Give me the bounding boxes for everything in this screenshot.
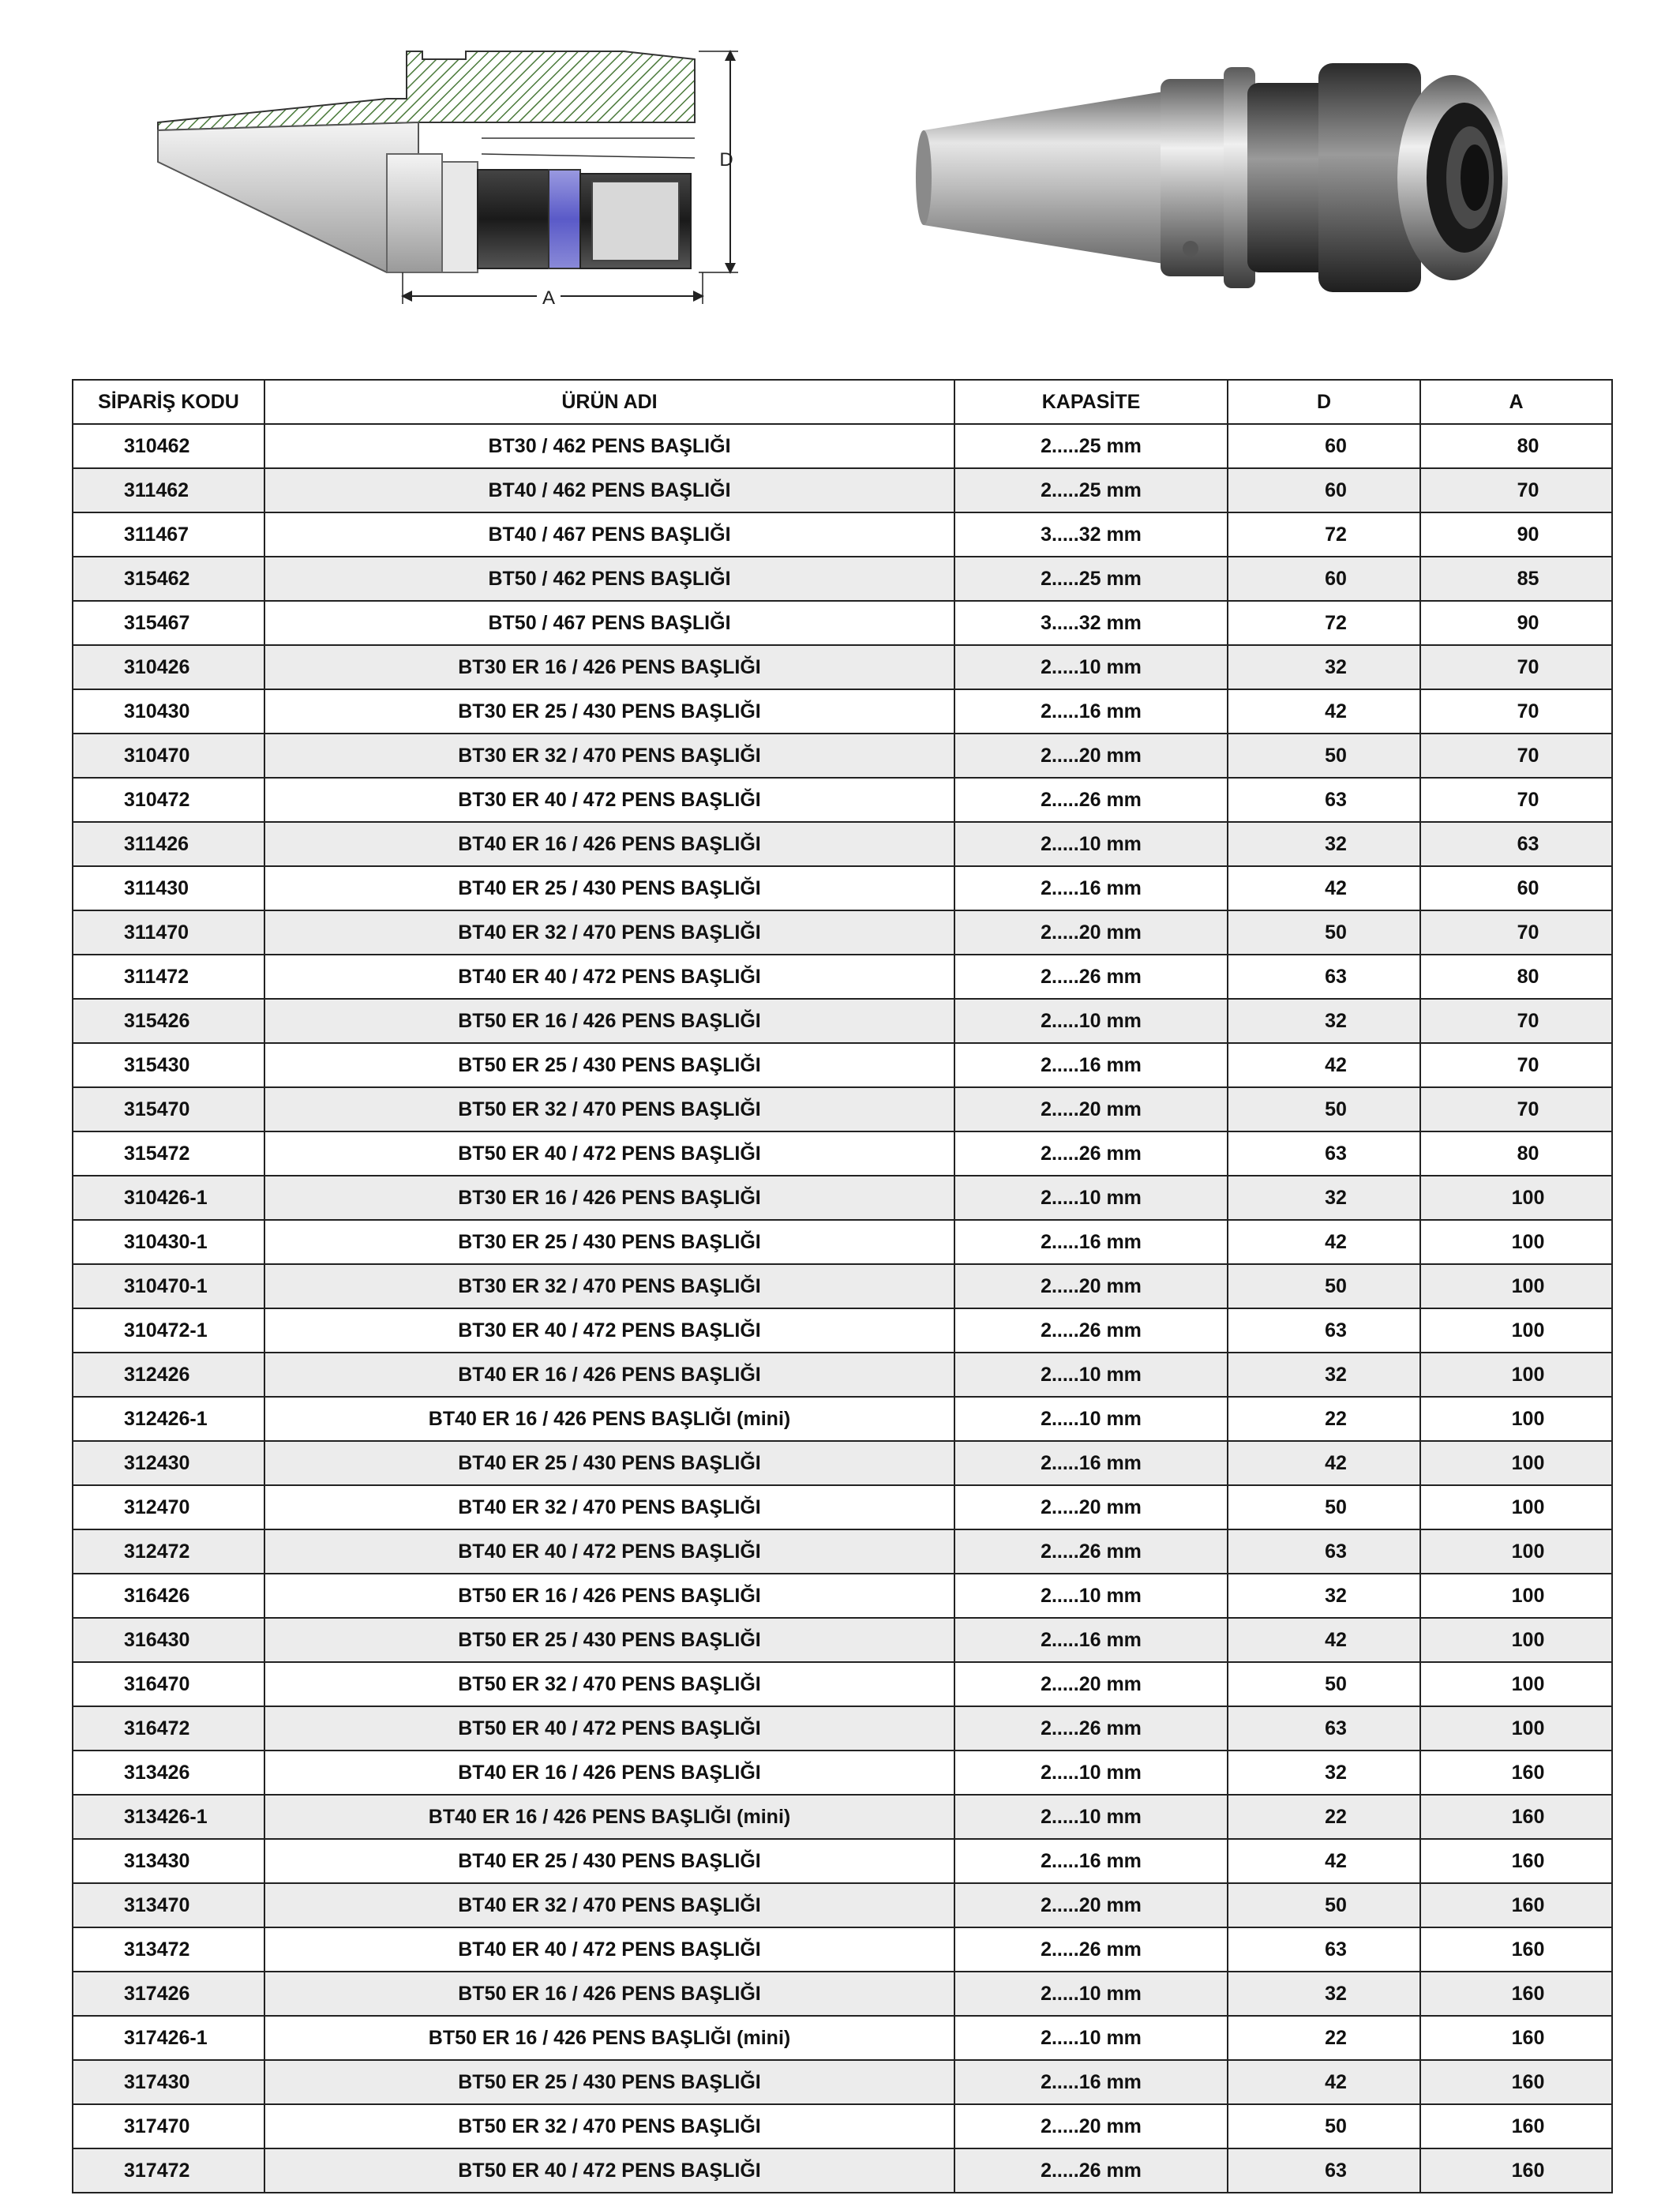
product-name-cell: BT30 ER 16 / 426 PENS BAŞLIĞI (264, 1176, 954, 1220)
table-row (73, 955, 1612, 999)
product-name-cell: BT30 ER 32 / 470 PENS BAŞLIĞI (264, 1264, 954, 1308)
a-cell: 160 (1420, 2148, 1612, 2193)
table-row (73, 734, 1612, 778)
product-table-container (72, 379, 1611, 2193)
header-product-name: ÜRÜN ADI (264, 380, 954, 424)
table-row (73, 1751, 1612, 1795)
product-name-cell: BT30 ER 40 / 472 PENS BAŞLIĞI (264, 1308, 954, 1353)
table-row (73, 557, 1612, 601)
a-cell: 70 (1420, 468, 1612, 512)
d-cell: 42 (1228, 1043, 1420, 1087)
a-cell: 70 (1420, 645, 1612, 689)
product-name-cell: BT50 ER 25 / 430 PENS BAŞLIĞI (264, 1618, 954, 1662)
nut-shape (478, 170, 549, 268)
capacity-cell: 2.....10 mm (954, 1176, 1228, 1220)
d-cell: 60 (1228, 424, 1420, 468)
d-cell: 32 (1228, 1574, 1420, 1618)
a-cell: 70 (1420, 1043, 1612, 1087)
a-cell: 85 (1420, 557, 1612, 601)
table-row (73, 424, 1612, 468)
capacity-cell: 3.....32 mm (954, 601, 1228, 645)
tool-holder-photo (908, 47, 1524, 308)
d-cell: 32 (1228, 1972, 1420, 2016)
table-row (73, 866, 1612, 910)
capacity-cell: 2.....25 mm (954, 557, 1228, 601)
table-row (73, 1131, 1612, 1176)
a-cell: 70 (1420, 778, 1612, 822)
product-name-cell: BT50 ER 40 / 472 PENS BAŞLIĞI (264, 2148, 954, 2193)
a-cell: 90 (1420, 512, 1612, 557)
order-code-cell: 317470 (73, 2104, 264, 2148)
d-cell: 50 (1228, 910, 1420, 955)
d-cell: 63 (1228, 1308, 1420, 1353)
table-row (73, 1441, 1612, 1485)
capacity-cell: 2.....20 mm (954, 1485, 1228, 1529)
a-cell: 70 (1420, 734, 1612, 778)
product-name-cell: BT50 ER 16 / 426 PENS BAŞLIĞI (264, 999, 954, 1043)
a-cell: 160 (1420, 1927, 1612, 1972)
dimension-a-label: A (542, 287, 556, 309)
product-name-cell: BT30 ER 25 / 430 PENS BAŞLIĞI (264, 689, 954, 734)
d-cell: 50 (1228, 2104, 1420, 2148)
order-code-cell: 313426 (73, 1751, 264, 1795)
capacity-cell: 2.....10 mm (954, 822, 1228, 866)
table-row (73, 1220, 1612, 1264)
d-cell: 60 (1228, 468, 1420, 512)
order-code-cell: 310462 (73, 424, 264, 468)
capacity-cell: 2.....10 mm (954, 1751, 1228, 1795)
header-d: D (1228, 380, 1420, 424)
product-name-cell: BT40 ER 40 / 472 PENS BAŞLIĞI (264, 1529, 954, 1574)
capacity-cell: 2.....20 mm (954, 2104, 1228, 2148)
dimension-d-label: D (719, 149, 733, 171)
a-cell: 63 (1420, 822, 1612, 866)
table-header-row (73, 380, 1612, 424)
capacity-cell: 3.....32 mm (954, 512, 1228, 557)
table-body (73, 424, 1612, 2193)
order-code-cell: 317472 (73, 2148, 264, 2193)
capacity-cell: 2.....20 mm (954, 1264, 1228, 1308)
capacity-cell: 2.....20 mm (954, 1087, 1228, 1131)
table-row (73, 2060, 1612, 2104)
product-name-cell: BT40 ER 16 / 426 PENS BAŞLIĞI (264, 1353, 954, 1397)
table-row (73, 2104, 1612, 2148)
product-name-cell: BT50 ER 32 / 470 PENS BAŞLIĞI (264, 1087, 954, 1131)
table-row (73, 1176, 1612, 1220)
order-code-cell: 311472 (73, 955, 264, 999)
d-cell: 50 (1228, 1883, 1420, 1927)
capacity-cell: 2.....26 mm (954, 1131, 1228, 1176)
a-cell: 100 (1420, 1706, 1612, 1751)
capacity-cell: 2.....25 mm (954, 468, 1228, 512)
product-name-cell: BT40 ER 32 / 470 PENS BAŞLIĞI (264, 1883, 954, 1927)
table-row (73, 1795, 1612, 1839)
product-name-cell: BT40 ER 16 / 426 PENS BAŞLIĞI (mini) (264, 1795, 954, 1839)
order-code-cell: 310426-1 (73, 1176, 264, 1220)
a-cell: 160 (1420, 1751, 1612, 1795)
order-code-cell: 316430 (73, 1618, 264, 1662)
order-code-cell: 315467 (73, 601, 264, 645)
table-row (73, 1927, 1612, 1972)
table-row (73, 2148, 1612, 2193)
d-cell: 32 (1228, 1751, 1420, 1795)
order-code-cell: 310430 (73, 689, 264, 734)
d-cell: 42 (1228, 1618, 1420, 1662)
order-code-cell: 312470 (73, 1485, 264, 1529)
d-cell: 63 (1228, 1927, 1420, 1972)
d-cell: 22 (1228, 1795, 1420, 1839)
capacity-cell: 2.....10 mm (954, 2016, 1228, 2060)
product-spec-table (72, 379, 1613, 2193)
d-cell: 50 (1228, 734, 1420, 778)
table-row (73, 1839, 1612, 1883)
d-cell: 63 (1228, 955, 1420, 999)
d-cell: 22 (1228, 2016, 1420, 2060)
table-row (73, 1397, 1612, 1441)
capacity-cell: 2.....16 mm (954, 1839, 1228, 1883)
product-name-cell: BT40 ER 16 / 426 PENS BAŞLIĞI (264, 822, 954, 866)
table-row (73, 1264, 1612, 1308)
order-code-cell: 312430 (73, 1441, 264, 1485)
a-cell: 80 (1420, 955, 1612, 999)
table-row (73, 910, 1612, 955)
order-code-cell: 310470 (73, 734, 264, 778)
d-cell: 42 (1228, 1839, 1420, 1883)
product-name-cell: BT50 ER 16 / 426 PENS BAŞLIĞI (264, 1972, 954, 2016)
d-cell: 63 (1228, 1131, 1420, 1176)
table-row (73, 778, 1612, 822)
d-cell: 50 (1228, 1264, 1420, 1308)
order-code-cell: 311470 (73, 910, 264, 955)
order-code-cell: 313470 (73, 1883, 264, 1927)
order-code-cell: 310426 (73, 645, 264, 689)
d-cell: 63 (1228, 1706, 1420, 1751)
table-row (73, 1618, 1612, 1662)
order-code-cell: 312472 (73, 1529, 264, 1574)
product-name-cell: BT30 ER 40 / 472 PENS BAŞLIĞI (264, 778, 954, 822)
a-cell: 80 (1420, 424, 1612, 468)
a-cell: 100 (1420, 1441, 1612, 1485)
capacity-cell: 2.....25 mm (954, 424, 1228, 468)
order-code-cell: 311430 (73, 866, 264, 910)
a-cell: 160 (1420, 1883, 1612, 1927)
order-code-cell: 310470-1 (73, 1264, 264, 1308)
order-code-cell: 310430-1 (73, 1220, 264, 1264)
a-cell: 160 (1420, 2104, 1612, 2148)
product-name-cell: BT40 ER 25 / 430 PENS BAŞLIĞI (264, 866, 954, 910)
order-code-cell: 310472 (73, 778, 264, 822)
capacity-cell: 2.....10 mm (954, 999, 1228, 1043)
a-cell: 70 (1420, 689, 1612, 734)
table-row (73, 1883, 1612, 1927)
capacity-cell: 2.....16 mm (954, 2060, 1228, 2104)
order-code-cell: 315470 (73, 1087, 264, 1131)
product-name-cell: BT50 ER 32 / 470 PENS BAŞLIĞI (264, 1662, 954, 1706)
d-cell: 50 (1228, 1087, 1420, 1131)
capacity-cell: 2.....10 mm (954, 1574, 1228, 1618)
a-cell: 60 (1420, 866, 1612, 910)
capacity-cell: 2.....26 mm (954, 1529, 1228, 1574)
table-row (73, 1662, 1612, 1706)
table-row (73, 1706, 1612, 1751)
d-cell: 42 (1228, 1220, 1420, 1264)
d-cell: 42 (1228, 2060, 1420, 2104)
order-code-cell: 315462 (73, 557, 264, 601)
a-cell: 100 (1420, 1353, 1612, 1397)
capacity-cell: 2.....16 mm (954, 689, 1228, 734)
header-capacity: KAPASİTE (954, 380, 1228, 424)
d-cell: 50 (1228, 1662, 1420, 1706)
capacity-cell: 2.....20 mm (954, 734, 1228, 778)
d-cell: 32 (1228, 1176, 1420, 1220)
order-code-cell: 317426 (73, 1972, 264, 2016)
cross-section-diagram (150, 43, 758, 320)
product-name-cell: BT40 ER 40 / 472 PENS BAŞLIĞI (264, 1927, 954, 1972)
a-cell: 160 (1420, 1839, 1612, 1883)
capacity-cell: 2.....16 mm (954, 1220, 1228, 1264)
product-name-cell: BT40 ER 40 / 472 PENS BAŞLIĞI (264, 955, 954, 999)
capacity-cell: 2.....26 mm (954, 1706, 1228, 1751)
a-cell: 100 (1420, 1220, 1612, 1264)
order-code-cell: 311467 (73, 512, 264, 557)
table-row (73, 1972, 1612, 2016)
a-cell: 100 (1420, 1308, 1612, 1353)
capacity-cell: 2.....10 mm (954, 1972, 1228, 2016)
table-row (73, 1353, 1612, 1397)
table-row (73, 1043, 1612, 1087)
order-code-cell: 315472 (73, 1131, 264, 1176)
capacity-cell: 2.....20 mm (954, 1662, 1228, 1706)
capacity-cell: 2.....26 mm (954, 1308, 1228, 1353)
capacity-cell: 2.....10 mm (954, 1353, 1228, 1397)
capacity-cell: 2.....10 mm (954, 1795, 1228, 1839)
d-cell: 32 (1228, 645, 1420, 689)
d-cell: 32 (1228, 999, 1420, 1043)
order-code-cell: 310472-1 (73, 1308, 264, 1353)
a-cell: 100 (1420, 1397, 1612, 1441)
table-row (73, 1529, 1612, 1574)
a-cell: 160 (1420, 1795, 1612, 1839)
capacity-cell: 2.....10 mm (954, 1397, 1228, 1441)
a-cell: 100 (1420, 1485, 1612, 1529)
product-figures (0, 0, 1680, 371)
d-cell: 63 (1228, 1529, 1420, 1574)
header-a: A (1420, 380, 1612, 424)
product-name-cell: BT40 ER 32 / 470 PENS BAŞLIĞI (264, 910, 954, 955)
table-row (73, 2016, 1612, 2060)
a-cell: 160 (1420, 2016, 1612, 2060)
product-name-cell: BT30 ER 25 / 430 PENS BAŞLIĞI (264, 1220, 954, 1264)
a-cell: 80 (1420, 1131, 1612, 1176)
a-cell: 100 (1420, 1574, 1612, 1618)
product-name-cell: BT50 ER 32 / 470 PENS BAŞLIĞI (264, 2104, 954, 2148)
capacity-cell: 2.....26 mm (954, 955, 1228, 999)
product-name-cell: BT30 ER 16 / 426 PENS BAŞLIĞI (264, 645, 954, 689)
order-code-cell: 315430 (73, 1043, 264, 1087)
capacity-cell: 2.....26 mm (954, 778, 1228, 822)
product-name-cell: BT50 ER 40 / 472 PENS BAŞLIĞI (264, 1706, 954, 1751)
capacity-cell: 2.....10 mm (954, 645, 1228, 689)
product-name-cell: BT40 ER 32 / 470 PENS BAŞLIĞI (264, 1485, 954, 1529)
d-cell: 72 (1228, 601, 1420, 645)
product-name-cell: BT50 ER 25 / 430 PENS BAŞLIĞI (264, 1043, 954, 1087)
product-name-cell: BT50 ER 40 / 472 PENS BAŞLIĞI (264, 1131, 954, 1176)
d-cell: 63 (1228, 2148, 1420, 2193)
a-cell: 160 (1420, 2060, 1612, 2104)
table-row (73, 1308, 1612, 1353)
table-row (73, 999, 1612, 1043)
product-name-cell: BT50 ER 16 / 426 PENS BAŞLIĞI (mini) (264, 2016, 954, 2060)
order-code-cell: 313472 (73, 1927, 264, 1972)
table-row (73, 1087, 1612, 1131)
a-cell: 100 (1420, 1264, 1612, 1308)
order-code-cell: 317426-1 (73, 2016, 264, 2060)
d-cell: 32 (1228, 822, 1420, 866)
order-code-cell: 316472 (73, 1706, 264, 1751)
capacity-cell: 2.....26 mm (954, 2148, 1228, 2193)
taper-shape (918, 91, 1169, 265)
table-row (73, 601, 1612, 645)
capacity-cell: 2.....16 mm (954, 1441, 1228, 1485)
order-code-cell: 312426-1 (73, 1397, 264, 1441)
product-name-cell: BT40 / 462 PENS BAŞLIĞI (264, 468, 954, 512)
product-name-cell: BT50 / 467 PENS BAŞLIĞI (264, 601, 954, 645)
d-cell: 42 (1228, 866, 1420, 910)
product-name-cell: BT40 / 467 PENS BAŞLIĞI (264, 512, 954, 557)
a-cell: 160 (1420, 1972, 1612, 2016)
table-row (73, 512, 1612, 557)
product-name-cell: BT50 ER 16 / 426 PENS BAŞLIĞI (264, 1574, 954, 1618)
a-cell: 90 (1420, 601, 1612, 645)
a-cell: 70 (1420, 999, 1612, 1043)
product-name-cell: BT50 / 462 PENS BAŞLIĞI (264, 557, 954, 601)
order-code-cell: 313430 (73, 1839, 264, 1883)
order-code-cell: 316470 (73, 1662, 264, 1706)
product-name-cell: BT40 ER 25 / 430 PENS BAŞLIĞI (264, 1839, 954, 1883)
blue-ring-shape (549, 170, 580, 268)
capacity-cell: 2.....16 mm (954, 866, 1228, 910)
product-name-cell: BT30 / 462 PENS BAŞLIĞI (264, 424, 954, 468)
order-code-cell: 315426 (73, 999, 264, 1043)
d-cell: 50 (1228, 1485, 1420, 1529)
order-code-cell: 313426-1 (73, 1795, 264, 1839)
order-code-cell: 311426 (73, 822, 264, 866)
table-row (73, 822, 1612, 866)
capacity-cell: 2.....16 mm (954, 1043, 1228, 1087)
a-cell: 70 (1420, 1087, 1612, 1131)
hatched-section-shape (158, 51, 695, 130)
product-name-cell: BT50 ER 25 / 430 PENS BAŞLIĞI (264, 2060, 954, 2104)
a-cell: 100 (1420, 1176, 1612, 1220)
d-cell: 42 (1228, 689, 1420, 734)
d-cell: 32 (1228, 1353, 1420, 1397)
d-cell: 72 (1228, 512, 1420, 557)
product-name-cell: BT40 ER 25 / 430 PENS BAŞLIĞI (264, 1441, 954, 1485)
d-cell: 63 (1228, 778, 1420, 822)
order-code-cell: 317430 (73, 2060, 264, 2104)
order-code-cell: 312426 (73, 1353, 264, 1397)
d-cell: 22 (1228, 1397, 1420, 1441)
header-order-code: SİPARİŞ KODU (73, 380, 264, 424)
capacity-cell: 2.....20 mm (954, 1883, 1228, 1927)
table-row (73, 645, 1612, 689)
order-code-cell: 311462 (73, 468, 264, 512)
a-cell: 100 (1420, 1662, 1612, 1706)
capacity-cell: 2.....26 mm (954, 1927, 1228, 1972)
taper-body-shape (158, 122, 418, 272)
d-cell: 60 (1228, 557, 1420, 601)
a-cell: 70 (1420, 910, 1612, 955)
capacity-cell: 2.....16 mm (954, 1618, 1228, 1662)
product-name-cell: BT40 ER 16 / 426 PENS BAŞLIĞI (mini) (264, 1397, 954, 1441)
table-row (73, 1485, 1612, 1529)
product-name-cell: BT30 ER 32 / 470 PENS BAŞLIĞI (264, 734, 954, 778)
a-cell: 100 (1420, 1529, 1612, 1574)
d-cell: 42 (1228, 1441, 1420, 1485)
table-row (73, 689, 1612, 734)
order-code-cell: 316426 (73, 1574, 264, 1618)
capacity-cell: 2.....20 mm (954, 910, 1228, 955)
product-name-cell: BT40 ER 16 / 426 PENS BAŞLIĞI (264, 1751, 954, 1795)
table-row (73, 468, 1612, 512)
a-cell: 100 (1420, 1618, 1612, 1662)
table-row (73, 1574, 1612, 1618)
